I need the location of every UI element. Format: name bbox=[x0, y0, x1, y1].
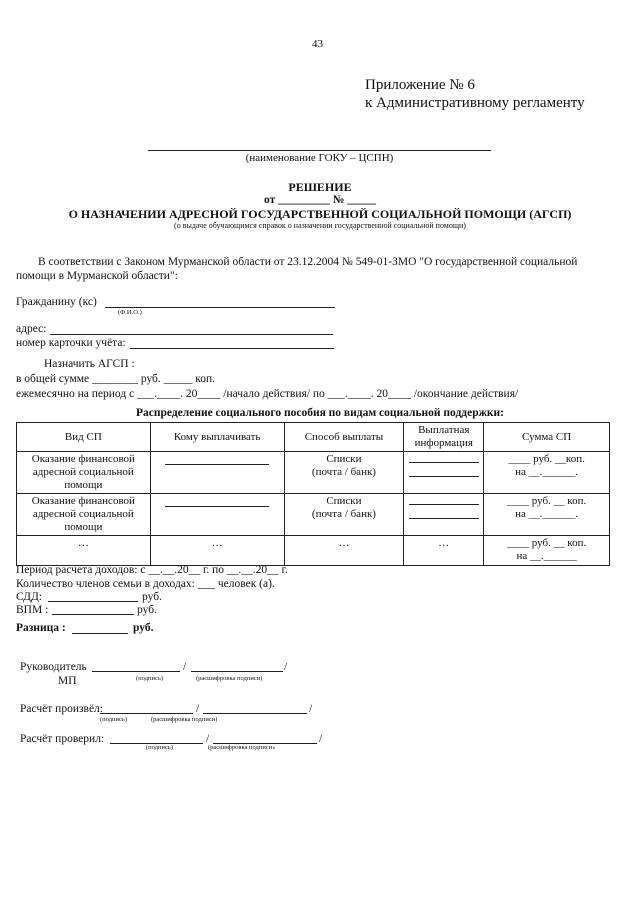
cell-sum bbox=[484, 536, 610, 566]
head-sign-line bbox=[92, 671, 180, 672]
separator-slash: / bbox=[319, 733, 323, 745]
card-number-label: номер карточки учёта: bbox=[16, 337, 126, 349]
cell-method bbox=[284, 452, 404, 494]
intro-line-2: помощи в Мурманской области": bbox=[16, 270, 178, 282]
mp-label: МП bbox=[58, 675, 77, 687]
sum-line: ____ руб. __ коп. bbox=[507, 495, 587, 507]
sum-line: ____ руб. __коп. bbox=[508, 453, 585, 465]
sdd-line bbox=[48, 601, 138, 602]
sum-line: ____ руб. __ коп. bbox=[507, 537, 587, 549]
separator-slash: / bbox=[206, 733, 210, 745]
table-header-row bbox=[17, 423, 610, 452]
intro-line-1: В соответствии с Законом Мурманской области от 23.12.2004 № 549-01-ЗМО "О государственной социальной bbox=[38, 256, 578, 268]
calc-checked-sign-caption: (подпись) bbox=[146, 744, 173, 751]
sum-date-line: на __.______ bbox=[516, 550, 577, 562]
citizen-fio-line bbox=[105, 307, 335, 308]
sdd-unit: руб. bbox=[142, 591, 162, 603]
appendix-line-1: Приложение № 6 bbox=[365, 77, 475, 93]
cell-info bbox=[404, 452, 484, 494]
method-line: (почта / банк) bbox=[311, 466, 376, 478]
method-line: … bbox=[338, 537, 350, 549]
method-line: (почта / банк) bbox=[311, 508, 376, 520]
vpm-label: ВПМ : bbox=[16, 604, 49, 616]
separator-slash: / bbox=[183, 661, 187, 673]
head-decode-line bbox=[191, 671, 283, 672]
head-sign-caption: (подпись) bbox=[136, 675, 163, 682]
calc-checked-decode-caption: (расшифровка подписи» bbox=[208, 744, 276, 751]
cell-payee: … bbox=[150, 536, 284, 566]
diff-unit: руб. bbox=[133, 622, 154, 634]
col-header-info: Выплатная информация bbox=[404, 423, 484, 452]
table-row bbox=[17, 494, 610, 536]
info-blank bbox=[409, 467, 479, 477]
payee-blank bbox=[165, 455, 269, 465]
separator-slash: / bbox=[284, 661, 288, 673]
assign-header: Назначить АГСП : bbox=[44, 358, 135, 370]
cell-type bbox=[17, 536, 151, 566]
cell-payee bbox=[150, 452, 284, 494]
cell-payee bbox=[150, 494, 284, 536]
cell-type bbox=[17, 452, 151, 494]
type-line: … bbox=[77, 537, 89, 549]
table-title: Распределение социального пособия по видам социальной поддержки: bbox=[135, 407, 505, 419]
cell-type bbox=[17, 494, 151, 536]
type-line: Оказание финансовой bbox=[31, 453, 135, 465]
org-name-line bbox=[148, 150, 491, 151]
cell-info: … bbox=[404, 536, 484, 566]
type-line: адресной социальной bbox=[32, 466, 134, 478]
diff-label: Разница : bbox=[16, 622, 66, 634]
type-line: помощи bbox=[64, 479, 103, 491]
separator-slash: / bbox=[196, 703, 200, 715]
calc-made-sign-line bbox=[100, 713, 193, 714]
address-line bbox=[50, 334, 333, 335]
col-header-method: Способ выплаты bbox=[284, 423, 404, 452]
info-blank bbox=[409, 495, 479, 505]
appendix-line-2: к Административному регламенту bbox=[365, 95, 585, 111]
separator-slash: / bbox=[309, 703, 313, 715]
table-row bbox=[17, 452, 610, 494]
cell-info bbox=[404, 494, 484, 536]
method-line: Списки bbox=[326, 495, 362, 507]
calc-made-decode-caption: (расшифровка подписи) bbox=[151, 716, 218, 723]
address-label: адрес: bbox=[16, 323, 47, 335]
col-header-payee: Кому выплачивать bbox=[150, 423, 284, 452]
cell-sum bbox=[484, 452, 610, 494]
payee-blank bbox=[165, 497, 269, 507]
type-line: адресной социальной bbox=[32, 508, 134, 520]
sdd-label: СДД: bbox=[16, 591, 42, 603]
vpm-line bbox=[52, 614, 134, 615]
col-header-type: Вид СП bbox=[17, 423, 151, 452]
family-members: Количество членов семьи в доходах: ___ человек (а). bbox=[16, 578, 275, 590]
diff-line bbox=[72, 633, 128, 634]
citizen-label: Гражданину (кс) bbox=[16, 296, 97, 308]
decision-number-line: от _________ № _____ bbox=[264, 194, 376, 206]
calc-made-sign-caption: (подпись) bbox=[100, 716, 127, 723]
income-period: Период расчета доходов: с __.__.20__ г. по __.__.20__ г. bbox=[16, 564, 288, 576]
decision-subtitle: О НАЗНАЧЕНИИ АДРЕСНОЙ ГОСУДАРСТВЕННОЙ СОЦИАЛЬНОЙ ПОМОЩИ (АГСП) bbox=[68, 207, 572, 221]
calc-made-label: Расчёт произвёл: bbox=[20, 703, 103, 715]
sum-date-line: на __.______. bbox=[515, 466, 579, 478]
type-line: Оказание финансовой bbox=[31, 495, 135, 507]
calc-checked-label: Расчёт проверил: bbox=[20, 733, 105, 745]
head-decode-caption: (расшифровка подписи) bbox=[196, 675, 263, 682]
info-blank bbox=[409, 509, 479, 519]
card-number-line bbox=[130, 348, 334, 349]
assign-monthly-line: ежемесячно на период с ___.____. 20____ /начало действия/ по ___.____. 20____ /окончание действия/ bbox=[16, 388, 519, 400]
assign-total-line: в общей сумме ________ руб. _____ коп. bbox=[16, 373, 216, 385]
fio-caption: (Ф.И.О.) bbox=[118, 309, 142, 316]
head-label: Руководитель bbox=[20, 661, 87, 673]
col-header-sum: Сумма СП bbox=[484, 423, 610, 452]
vpm-unit: руб. bbox=[137, 604, 157, 616]
calc-made-decode-line bbox=[203, 713, 307, 714]
decision-title: РЕШЕНИЕ bbox=[288, 180, 352, 194]
org-caption: (наименование ГОКУ – ЦСПН) bbox=[245, 152, 394, 164]
info-blank bbox=[409, 453, 479, 463]
method-line: Списки bbox=[326, 453, 362, 465]
cell-method bbox=[284, 536, 404, 566]
table-row bbox=[17, 536, 610, 566]
cell-method bbox=[284, 494, 404, 536]
page-number: 43 bbox=[312, 38, 323, 50]
cell-sum bbox=[484, 494, 610, 536]
decision-note: (о выдаче обучающимся справок о назначении государственной социальной помощи) bbox=[174, 221, 466, 230]
type-line: помощи bbox=[64, 521, 103, 533]
sum-date-line: на __.______. bbox=[515, 508, 579, 520]
distribution-table bbox=[16, 422, 610, 566]
